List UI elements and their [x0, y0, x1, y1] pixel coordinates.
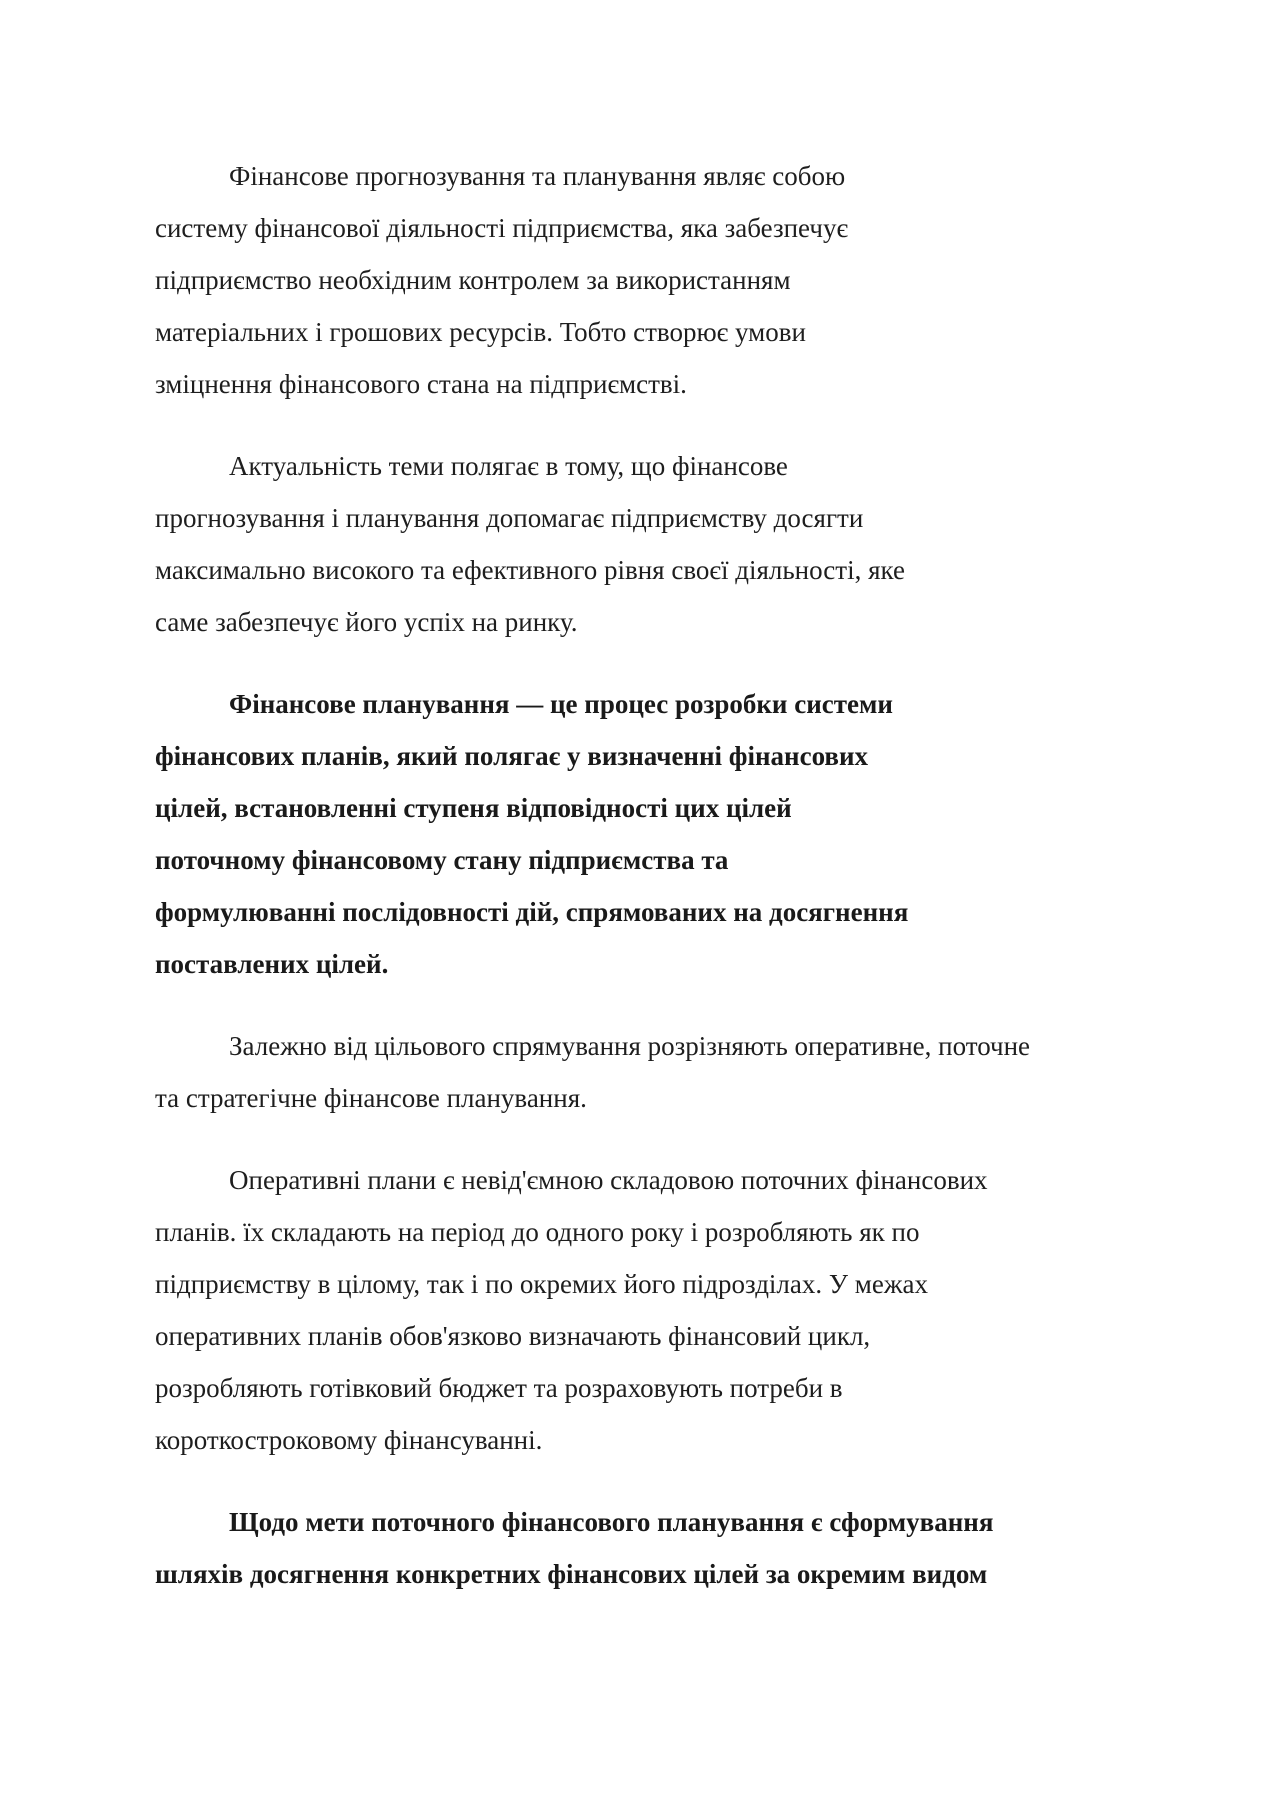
text-line: Оперативні плани є невід'ємною складовою поточних фінансових — [229, 1165, 988, 1195]
text-line: зміцнення фінансового стана на підприємстві. — [155, 369, 687, 399]
paragraph-planning-types — [155, 1020, 1145, 1124]
text-line: систему фінансової діяльності підприємства, яка забезпечує — [155, 213, 849, 243]
text-line: шляхів досягнення конкретних фінансових цілей за окремим видом — [155, 1559, 988, 1589]
paragraph-financial-planning-definition — [155, 678, 1145, 990]
text-line: поточному фінансовому стану підприємства та — [155, 845, 729, 875]
text-line: підприємству в цілому, так і по окремих його підрозділах. У межах — [155, 1269, 928, 1299]
text-line: прогнозування і планування допомагає підприємству досягти — [155, 503, 864, 533]
text-line: Актуальність теми полягає в тому, що фінансове — [229, 451, 788, 481]
text-line: Фінансове планування — це процес розробки системи — [229, 689, 893, 719]
text-line: Залежно від цільового спрямування розрізняють оперативне, поточне — [229, 1031, 1031, 1061]
document-body — [155, 150, 1145, 1630]
text-line: Щодо мети поточного фінансового планування є сформування — [229, 1507, 994, 1537]
text-line: планів. їх складають на період до одного року і розробляють як по — [155, 1217, 920, 1247]
text-line: матеріальних і грошових ресурсів. Тобто створює умови — [155, 317, 806, 347]
paragraph-financial-forecasting-intro — [155, 150, 1145, 410]
text-line: оперативних планів обов'язково визначають фінансовий цикл, — [155, 1321, 871, 1351]
text-line: максимально високого та ефективного рівня своєї діяльності, яке — [155, 555, 905, 585]
paragraph-current-planning-goal — [155, 1496, 1145, 1600]
text-line: розробляють готівковий бюджет та розраховують потреби в — [155, 1373, 843, 1403]
text-line: фінансових планів, який полягає у визначенні фінансових — [155, 741, 869, 771]
text-line: формулюванні послідовності дій, спрямованих на досягнення — [155, 897, 909, 927]
text-line: саме забезпечує його успіх на ринку. — [155, 607, 578, 637]
paragraph-topic-relevance — [155, 440, 1145, 648]
text-line: цілей, встановленні ступеня відповідності цих цілей — [155, 793, 792, 823]
text-line: поставлених цілей. — [155, 949, 389, 979]
text-line: короткостроковому фінансуванні. — [155, 1425, 543, 1455]
text-line: підприємство необхідним контролем за використанням — [155, 265, 791, 295]
paragraph-operational-plans — [155, 1154, 1145, 1466]
text-line: та стратегічне фінансове планування. — [155, 1083, 587, 1113]
text-line: Фінансове прогнозування та планування являє собою — [229, 161, 846, 191]
